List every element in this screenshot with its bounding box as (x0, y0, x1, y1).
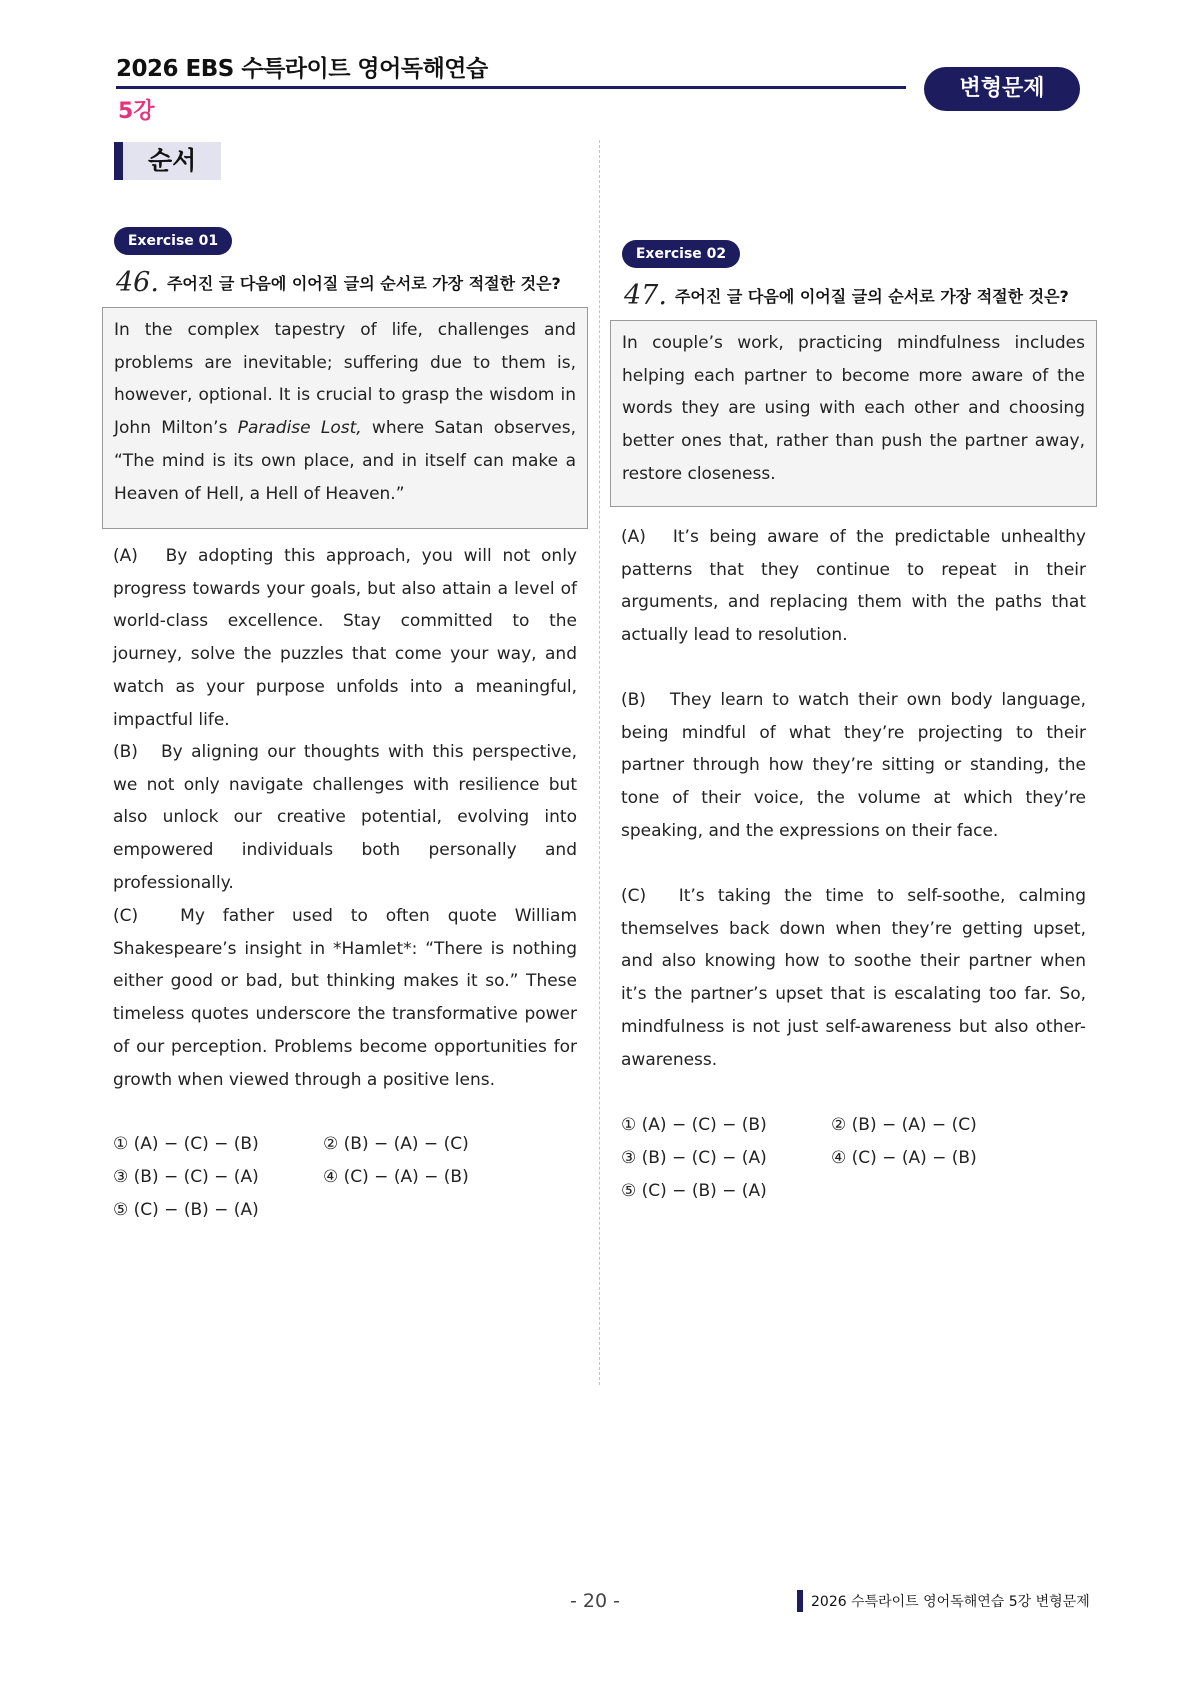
choice-5[interactable]: ⑤ (C) − (B) − (A) (621, 1181, 767, 1201)
choice-2[interactable]: ② (B) − (A) − (C) (323, 1134, 469, 1154)
variant-badge: 변형문제 (924, 67, 1080, 111)
given-text-title: Paradise Lost, (237, 418, 362, 439)
document-title: 2026 EBS 수특라이트 영어독해연습 (116, 56, 488, 82)
passage-b-text: (B) By aligning our thoughts with this perspective, we not only navigate challenges with resilience but also unlock our creative potential, evolving into empowered individuals both personally and professionally. (113, 742, 577, 893)
given-passage (114, 314, 576, 510)
footer-accent-bar (797, 1590, 803, 1612)
choice-5[interactable]: ⑤ (C) − (B) − (A) (113, 1200, 259, 1220)
choice-1[interactable]: ① (A) − (C) − (B) (113, 1134, 259, 1154)
lesson-label: 5강 (118, 99, 155, 124)
passage-b (621, 684, 1086, 848)
choice-3[interactable]: ③ (B) − (C) − (A) (621, 1148, 767, 1168)
passage-c-text: (C) It’s taking the time to self-soothe, calming themselves back down when they’re getting upset, and also knowing how to soothe their partner when it’s the partner’s upset that is escalating too far. So, mindfulness is not just self-awareness but also other-awareness. (621, 886, 1086, 1070)
exercise-tag: Exercise 01 (114, 227, 232, 255)
passage-b (113, 736, 577, 900)
question-text: 주어진 글 다음에 이어질 글의 순서로 가장 적절한 것은? (166, 274, 561, 293)
given-text-start: In the complex tapestry of life, challenges and problems are inevitable; suffering due to them is, however, optional. It is crucial to grasp the wisdom in John Milton’s (114, 320, 576, 439)
choice-4[interactable]: ④ (C) − (A) − (B) (831, 1148, 977, 1168)
choice-3[interactable]: ③ (B) − (C) − (A) (113, 1167, 259, 1187)
choice-1[interactable]: ① (A) − (C) − (B) (621, 1115, 767, 1135)
passage-c-text: (C) My father used to often quote William Shakespeare’s insight in *Hamlet*: “There is nothing either good or bad, but thinking makes it so.” These timeless quotes underscore the transformative power of our perception. Problems become opportunities for growth when viewed through a positive lens. (113, 906, 577, 1090)
passage-a-text: (A) It’s being aware of the predictable unhealthy patterns that they continue to repeat in their arguments, and replacing them with the paths that actually lead to resolution. (621, 527, 1086, 646)
page-number: - 20 - (570, 1590, 620, 1612)
given-passage-box (102, 307, 588, 529)
section-heading (114, 142, 221, 180)
passage-a (113, 540, 577, 736)
question-number: 47. (624, 280, 667, 311)
question-number: 46. (116, 267, 159, 298)
question-line (624, 280, 1069, 311)
given-text: In couple’s work, practicing mindfulness includes helping each partner to become more aware of the words they are using with each other and choosing better ones that, rather than push the partner away, restore closeness. (622, 333, 1085, 484)
section-label: 순서 (148, 146, 197, 175)
column-divider (599, 140, 600, 1385)
passage-b-text: (B) They learn to watch their own body language, being mindful of what they’re projecting to their partner through how they’re sitting or standing, the tone of their voice, the volume at which they’re speaking, and the expressions on their face. (621, 690, 1086, 841)
exercise-tag: Exercise 02 (622, 240, 740, 268)
given-passage (622, 327, 1085, 491)
passage-a-text: (A) By adopting this approach, you will not only progress towards your goals, but also attain a level of world-class excellence. Stay committed to the journey, solve the puzzles that come your way, and watch as your purpose unfolds into a meaningful, impactful life. (113, 546, 577, 730)
choice-2[interactable]: ② (B) − (A) − (C) (831, 1115, 977, 1135)
passage-c (621, 880, 1086, 1076)
question-line (116, 267, 561, 298)
passage-a (621, 521, 1086, 652)
header-rule (116, 86, 906, 89)
choice-4[interactable]: ④ (C) − (A) − (B) (323, 1167, 469, 1187)
footer-text: 2026 수특라이트 영어독해연습 5강 변형문제 (811, 1594, 1090, 1610)
given-text-end: where Satan observes, “The mind is its own place, and in itself can make a Heaven of Hell, a Hell of Heaven.” (114, 418, 576, 504)
given-passage-box (610, 320, 1097, 507)
section-accent-bar (114, 142, 123, 180)
passage-c (113, 900, 577, 1096)
question-text: 주어진 글 다음에 이어질 글의 순서로 가장 적절한 것은? (674, 287, 1069, 306)
